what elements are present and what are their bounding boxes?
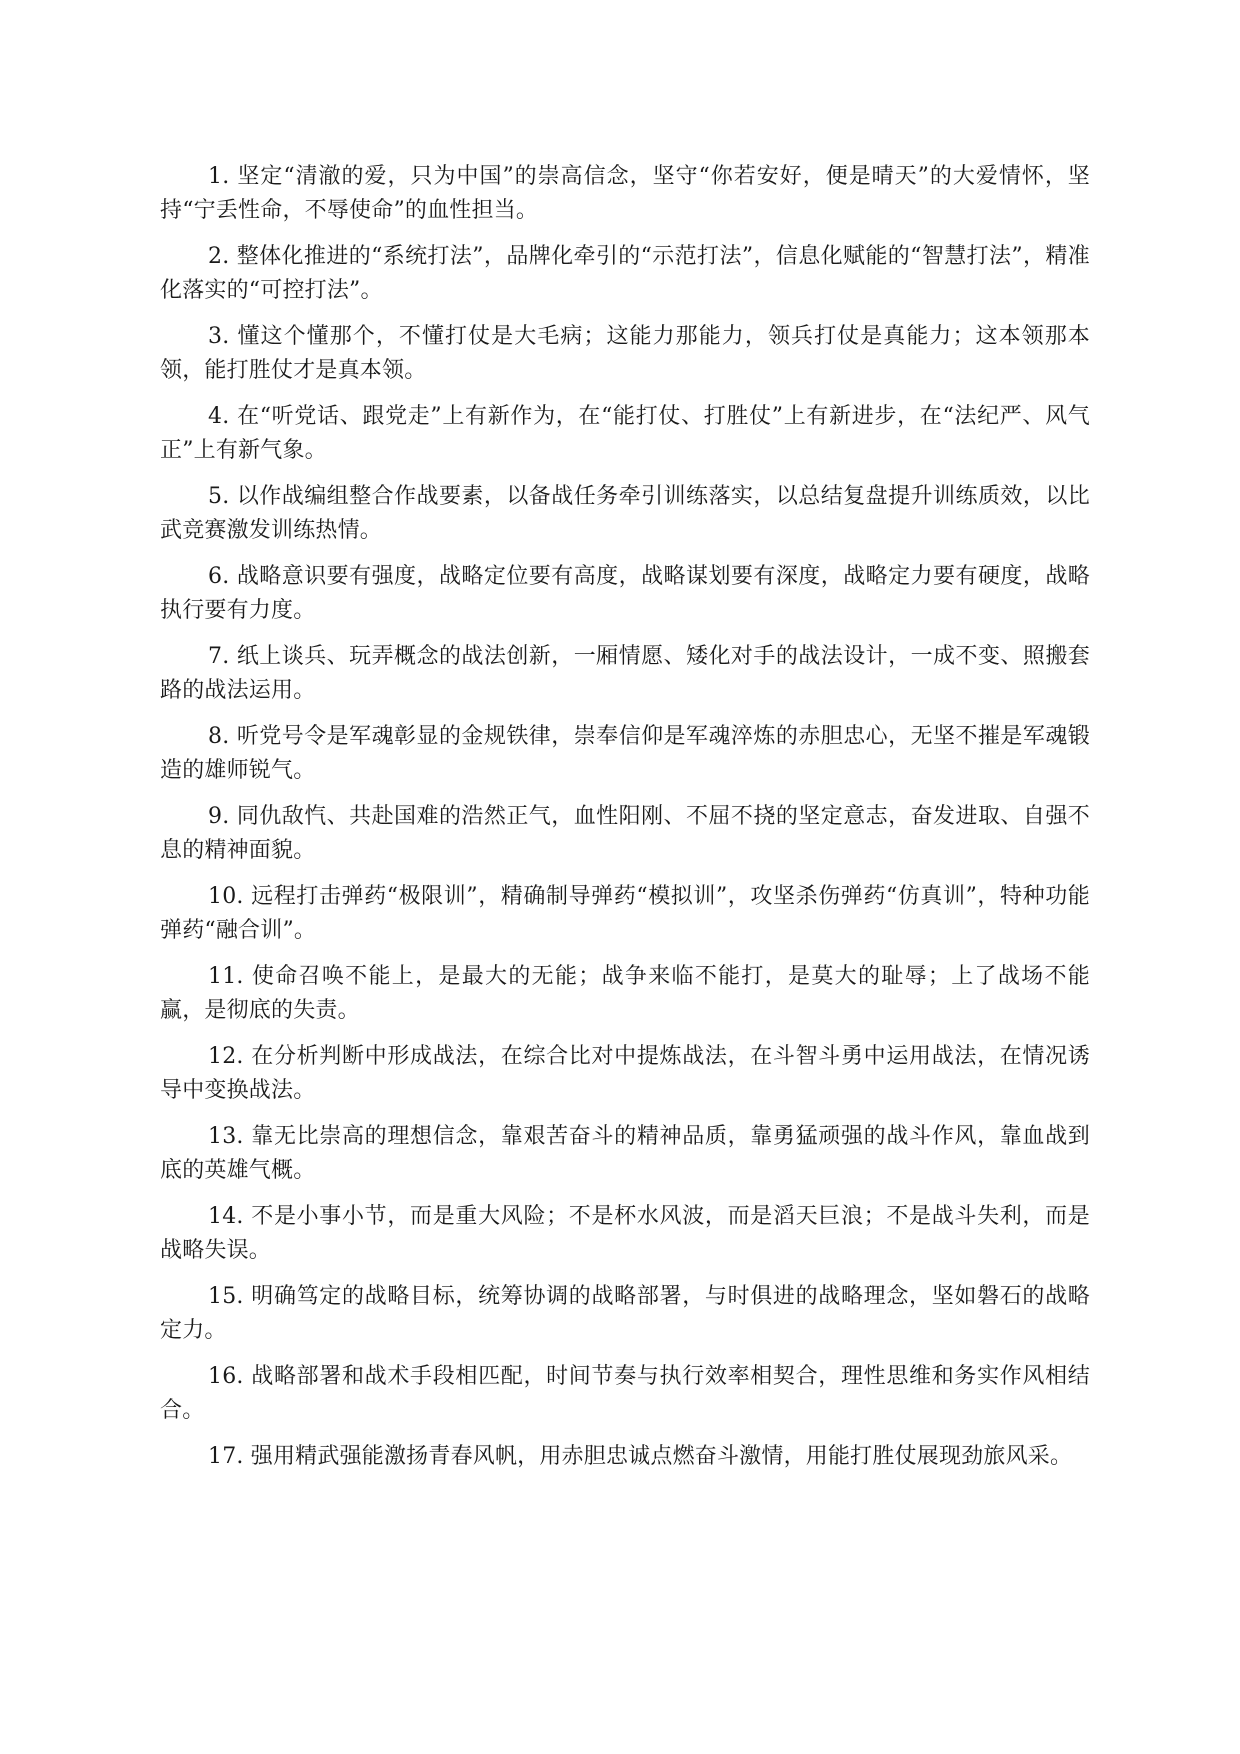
list-item-15: 15. 明确笃定的战略目标，统筹协调的战略部署，与时俱进的战略理念，坚如磐石的战略定力。 <box>160 1284 1090 1343</box>
list-item-2: 2. 整体化推进的“系统打法”，品牌化牵引的“示范打法”，信息化赋能的“智慧打法”，精准化落实的“可控打法”。 <box>160 244 1090 303</box>
list-item-3: 3. 懂这个懂那个，不懂打仗是大毛病；这能力那能力，领兵打仗是真能力；这本领那本领，能打胜仗才是真本领。 <box>160 324 1090 383</box>
list-item-14: 14. 不是小事小节，而是重大风险；不是杯水风波，而是滔天巨浪；不是战斗失利，而是战略失误。 <box>160 1204 1090 1263</box>
list-item-16: 16. 战略部署和战术手段相匹配，时间节奏与执行效率相契合，理性思维和务实作风相结合。 <box>160 1364 1090 1423</box>
list-item-10: 10. 远程打击弹药“极限训”，精确制导弹药“模拟训”，攻坚杀伤弹药“仿真训”，特种功能弹药“融合训”。 <box>160 884 1090 943</box>
list-item-8: 8. 听党号令是军魂彰显的金规铁律，崇奉信仰是军魂淬炼的赤胆忠心，无坚不摧是军魂锻造的雄师锐气。 <box>160 724 1090 783</box>
list-item-12: 12. 在分析判断中形成战法，在综合比对中提炼战法，在斗智斗勇中运用战法，在情况诱导中变换战法。 <box>160 1044 1090 1103</box>
list-item-13: 13. 靠无比崇高的理想信念，靠艰苦奋斗的精神品质，靠勇猛顽强的战斗作风，靠血战到底的英雄气概。 <box>160 1124 1090 1183</box>
list-item-5: 5. 以作战编组整合作战要素，以备战任务牵引训练落实，以总结复盘提升训练质效，以比武竞赛激发训练热情。 <box>160 484 1090 543</box>
document-body <box>160 160 1090 1486</box>
list-item-1: 1. 坚定“清澈的爱，只为中国”的崇高信念，坚守“你若安好，便是晴天”的大爱情怀，坚持“宁丢性命，不辱使命”的血性担当。 <box>160 164 1090 223</box>
list-item-7: 7. 纸上谈兵、玩弄概念的战法创新，一厢情愿、矮化对手的战法设计，一成不变、照搬套路的战法运用。 <box>160 644 1090 703</box>
list-item-4: 4. 在“听党话、跟党走”上有新作为，在“能打仗、打胜仗”上有新进步，在“法纪严、风气正”上有新气象。 <box>160 404 1090 463</box>
list-item-9: 9. 同仇敌忾、共赴国难的浩然正气，血性阳刚、不屈不挠的坚定意志，奋发进取、自强不息的精神面貌。 <box>160 804 1090 863</box>
list-item-6: 6. 战略意识要有强度，战略定位要有高度，战略谋划要有深度，战略定力要有硬度，战略执行要有力度。 <box>160 564 1090 623</box>
list-item-17: 17. 强用精武强能激扬青春风帆，用赤胆忠诚点燃奋斗激情，用能打胜仗展现劲旅风采。 <box>208 1444 1073 1469</box>
list-item-11: 11. 使命召唤不能上，是最大的无能；战争来临不能打，是莫大的耻辱；上了战场不能赢，是彻底的失责。 <box>160 964 1090 1023</box>
